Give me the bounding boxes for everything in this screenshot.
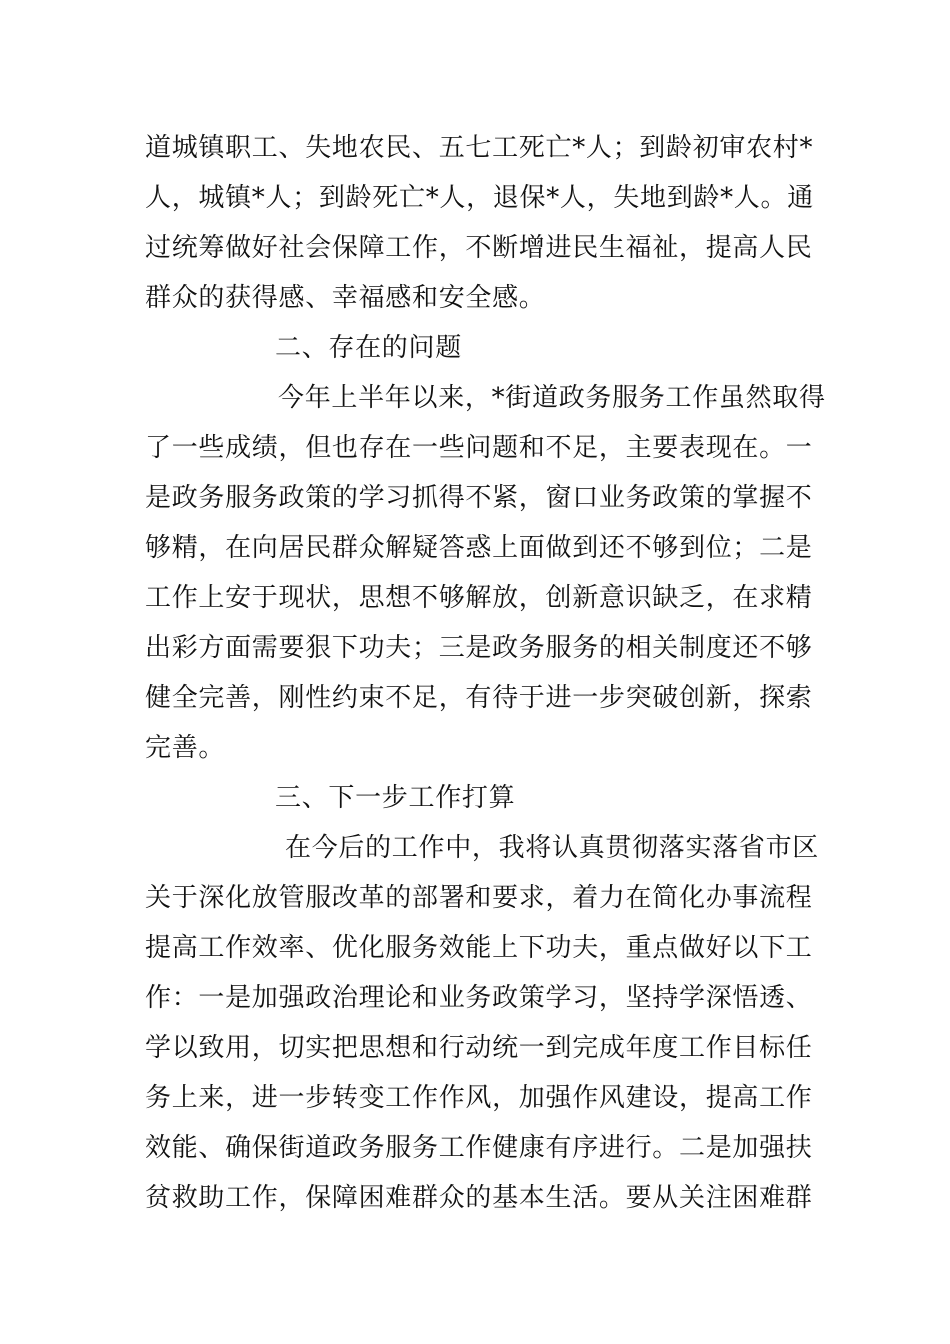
text-line: 人，城镇*人；到龄死亡*人，退保*人，失地到龄*人。通 [145,183,814,213]
section-heading: 二、存在的问题 [275,333,462,363]
section-heading: 三、下一步工作打算 [275,783,516,813]
text-line: 今年上半年以来，*街道政务服务工作虽然取得 [278,383,826,413]
text-line: 提高工作效率、优化服务效能上下功夫，重点做好以下工 [145,933,813,963]
text-line: 了一些成绩，但也存在一些问题和不足，主要表现在。一 [145,433,813,463]
text-line: 工作上安于现状，思想不够解放，创新意识缺乏，在求精 [145,583,813,613]
text-line: 道城镇职工、失地农民、五七工死亡*人；到龄初审农村* [145,133,814,163]
text-line: 健全完善，刚性约束不足，有待于进一步突破创新，探索 [145,683,813,713]
text-line: 出彩方面需要狠下功夫；三是政务服务的相关制度还不够 [145,633,813,663]
text-line: 过统筹做好社会保障工作，不断增进民生福祉，提高人民 [145,233,813,263]
text-line: 群众的获得感、幸福感和安全感。 [145,283,546,313]
text-line: 关于深化放管服改革的部署和要求，着力在简化办事流程 [145,883,813,913]
text-line: 完善。 [145,733,226,763]
text-line: 作：一是加强政治理论和业务政策学习，坚持学深悟透、 [145,983,813,1013]
text-line: 在今后的工作中，我将认真贯彻落实落省市区 [285,833,820,863]
text-line: 够精，在向居民群众解疑答惑上面做到还不够到位；二是 [145,533,813,563]
text-line: 务上来，进一步转变工作作风，加强作风建设，提高工作 [145,1083,813,1113]
text-line: 效能、确保街道政务服务工作健康有序进行。二是加强扶 [145,1133,813,1163]
text-line: 贫救助工作，保障困难群众的基本生活。要从关注困难群 [145,1183,813,1213]
text-line: 是政务服务政策的学习抓得不紧，窗口业务政策的掌握不 [145,483,813,513]
text-line: 学以致用，切实把思想和行动统一到完成年度工作目标任 [145,1033,813,1063]
